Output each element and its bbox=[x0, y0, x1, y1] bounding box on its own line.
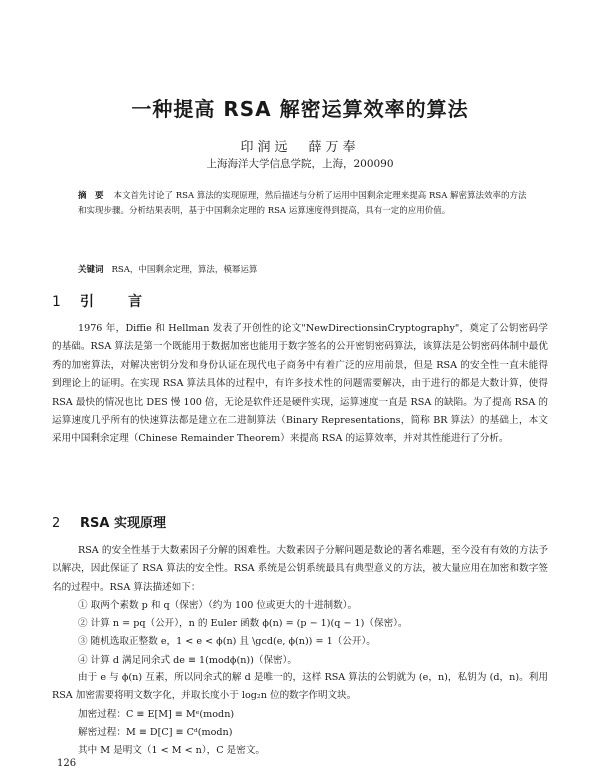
algorithm-step: ① 取两个素数 p 和 q（保密）（约为 100 位或更大的十进制数）。 bbox=[78, 600, 358, 611]
keywords-text: RSA，中国剩余定理，算法，模幂运算 bbox=[111, 265, 258, 275]
section-1-body: 1976 年，Diffie 和 Hellman 发表了开创性的论文"NewDirectionsinCryptography"，奠定了公钥密码学的基础。RSA 算法是第一个既能用于数据加密也能用于数字签名的公开密钥密码算法，该算法是公钥密码体制中最优秀的加密算法，对解决密钥分发和身份认证在现代电子商务中有着广泛的应用前景，但是 RSA 的安全性一直未能得到理论上的证明。在实现 RSA 算法具体的过程中，有许多技术性的问题需要解决，由于进行的都是大数计算，使得 RSA 最快的情况也比 DES 慢 100 倍，无论是软件还是硬件实现，运算速度一直是 RSA 的缺陷。为了提高 RSA 的运算速度几乎所有的快速算法都是建立在二进制算法（Binary Representations，简称 BR 算法）的基础上，本文采用中国剩余定理（Chinese Remainder Theorem）来提高 RSA 的运算效率，并对其性能进行了分析。 bbox=[52, 323, 548, 445]
algorithm-step: ② 计算 n = pq（公开），n 的 Euler 函数 ϕ(n) = (p − 1)(q − 1)（保密）。 bbox=[78, 618, 408, 629]
section-1-heading bbox=[52, 291, 532, 311]
algorithm-step: ③ 随机选取正整数 e，1 < e < ϕ(n) 且 \gcd(e, ϕ(n)) = 1（公开）。 bbox=[78, 636, 376, 647]
affiliation: 上海海洋大学信息学院，上海，200090 bbox=[206, 158, 394, 170]
section-2-intro: RSA 的安全性基于大数素因子分解的困难性。大数素因子分解问题是数论的著名难题，至今没有有效的方法予以解决，因此保证了 RSA 算法的安全性。RSA 系统是公钥系统最具有典型意义的方法，被大量应用在加密和数字签名的过程中。RSA 算法描述如下： bbox=[52, 545, 548, 593]
keywords bbox=[78, 263, 528, 277]
authors: 印润远 薛万奉 bbox=[240, 140, 360, 155]
section-2-heading bbox=[52, 512, 532, 531]
paper-title: 一种提高 RSA 解密运算效率的算法 bbox=[131, 97, 469, 121]
section-2-title: RSA 实现原理 bbox=[80, 516, 166, 531]
encryption-formula: 加密过程：C ≡ E[M] ≡ Mᵉ(modn) bbox=[78, 709, 235, 720]
formula-note: 其中 M 是明文（1 < M < n），C 是密文。 bbox=[78, 745, 266, 756]
section-1-number: 1 bbox=[52, 294, 61, 310]
abstract-text: 本文首先讨论了 RSA 算法的实现原理，然后描述与分析了运用中国剩余定理来提高 RSA 解密算法效率的方法和实现步骤。分析结果表明，基于中国剩余定理的 RSA 运算速度得到提高，具有一定的应用价值。 bbox=[78, 191, 527, 216]
keywords-label: 关键词 bbox=[78, 265, 104, 275]
section-2-number: 2 bbox=[52, 516, 61, 531]
section-1-title: 引 言 bbox=[80, 294, 152, 310]
decryption-formula: 解密过程：M ≡ D[C] ≡ Cᵈ(modn) bbox=[78, 727, 233, 738]
abstract bbox=[78, 189, 528, 219]
algorithm-step: ④ 计算 d 满足同余式 de ≡ 1(modϕ(n))（保密）。 bbox=[78, 655, 298, 666]
section-2-after: 由于 e 与 ϕ(n) 互素，所以同余式的解 d 是唯一的，这样 RSA 算法的公钥就为 (e，n)，私钥为 (d，n)。利用 RSA 加密需要将明文数字化，并取长度小于 log₂n 位的数字作明文块。 bbox=[52, 672, 548, 701]
abstract-label: 摘 要 bbox=[78, 191, 104, 201]
page-number: 126 bbox=[57, 758, 77, 769]
